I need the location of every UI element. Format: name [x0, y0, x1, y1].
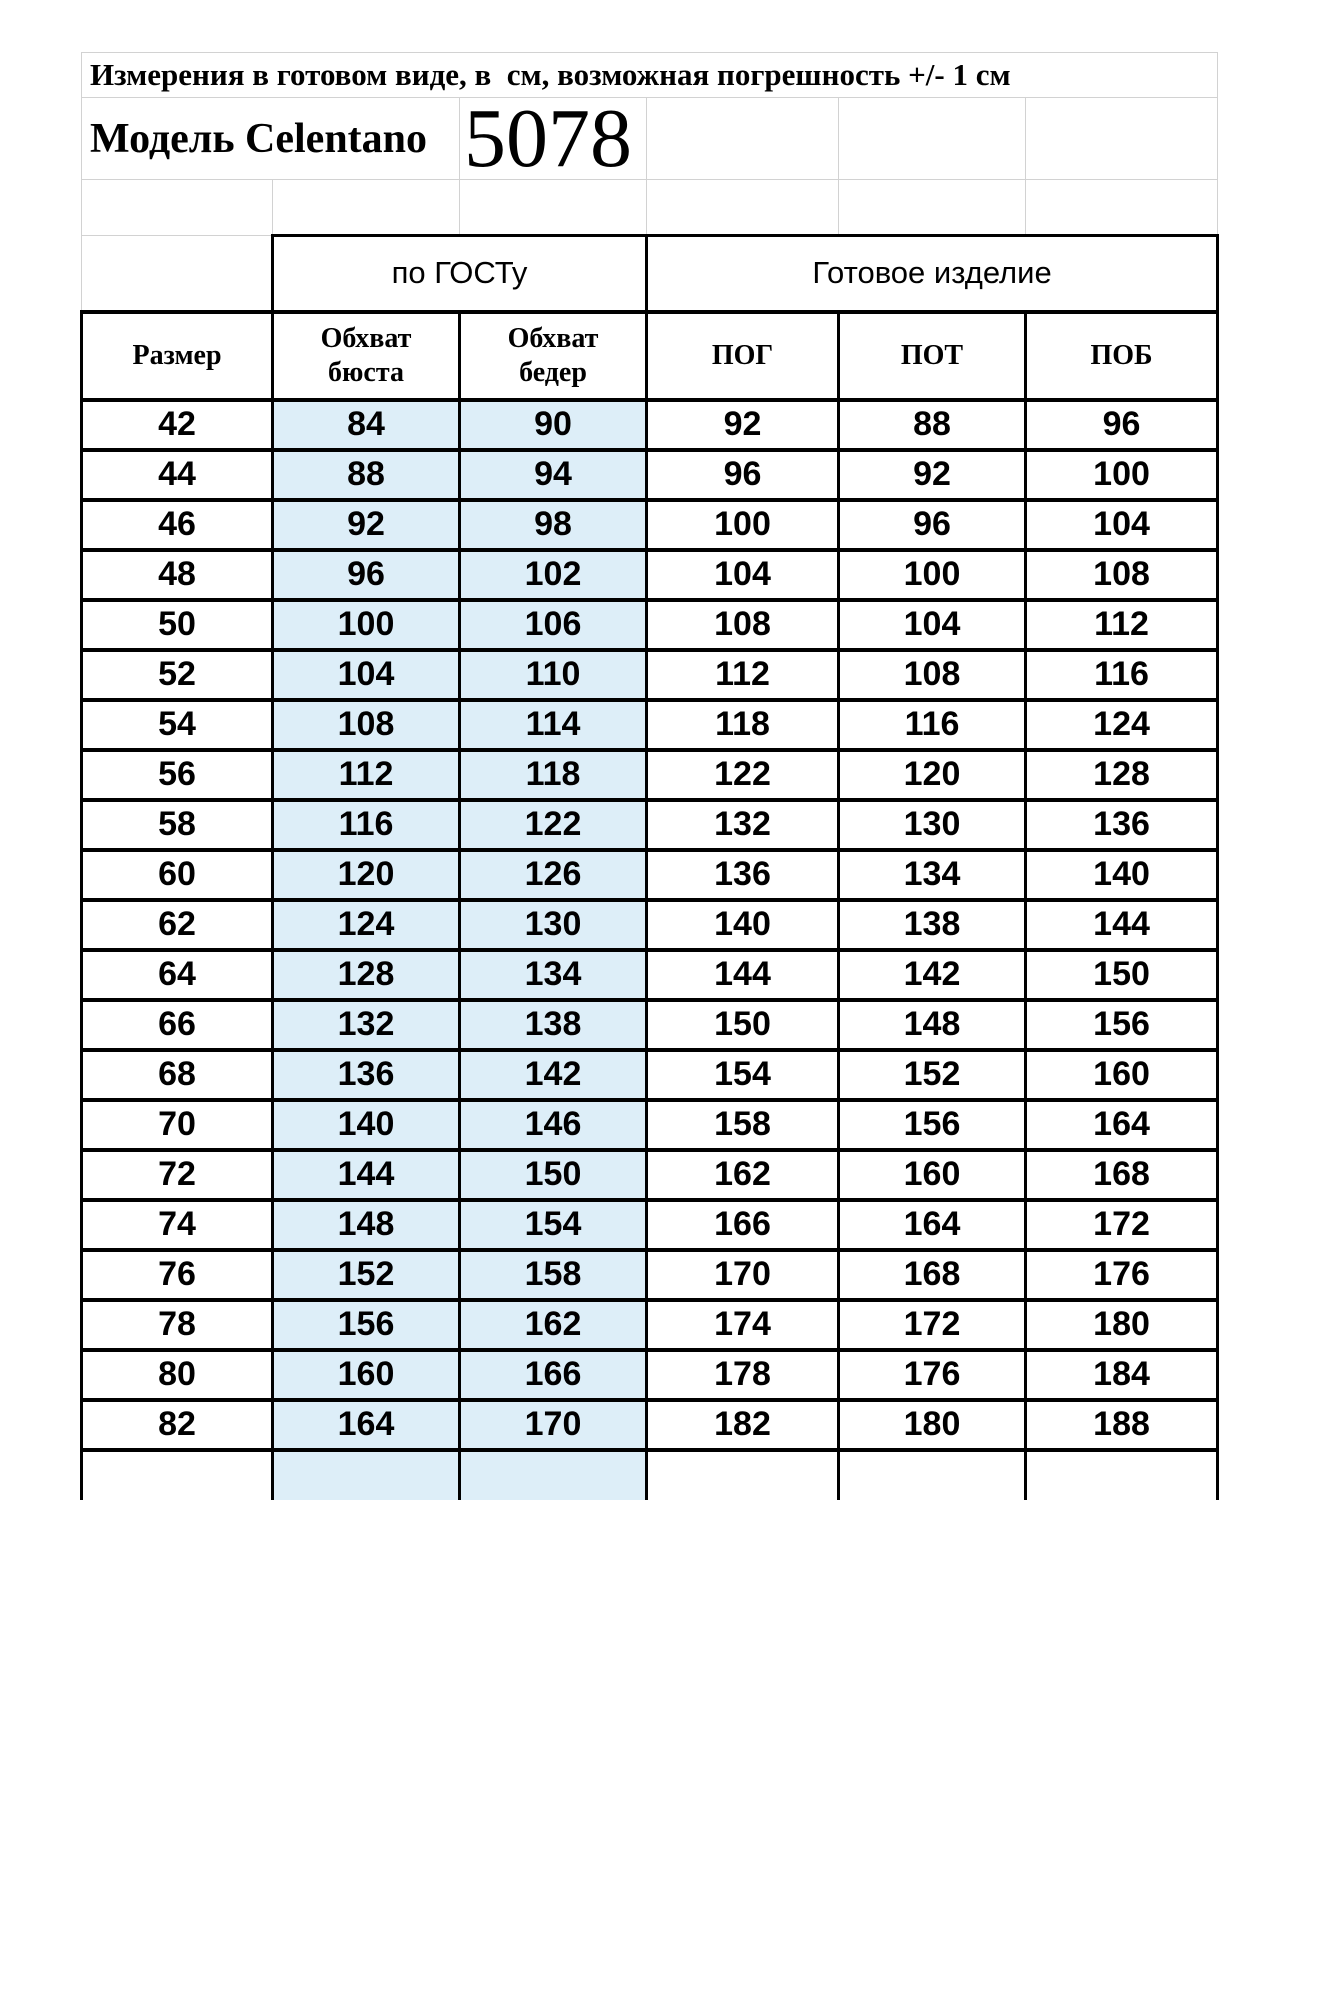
- size-cell: 76: [82, 1250, 273, 1300]
- value-cell: 132: [647, 800, 839, 850]
- value-cell: 118: [647, 700, 839, 750]
- empty-cell: [82, 236, 273, 312]
- table-row: [82, 1350, 1218, 1400]
- value-cell: 110: [460, 650, 647, 700]
- value-cell: 170: [460, 1400, 647, 1450]
- value-cell: 156: [273, 1300, 460, 1350]
- value-cell: 158: [460, 1250, 647, 1300]
- value-cell: 160: [273, 1350, 460, 1400]
- size-cell: 70: [82, 1100, 273, 1150]
- value-cell: 134: [839, 850, 1026, 900]
- table-row: [82, 600, 1218, 650]
- value-cell: 106: [460, 600, 647, 650]
- empty-cell: [839, 180, 1026, 236]
- value-cell: 140: [1026, 850, 1218, 900]
- size-cell: 50: [82, 600, 273, 650]
- value-cell: 96: [647, 450, 839, 500]
- table-row: [82, 1100, 1218, 1150]
- value-cell: 134: [460, 950, 647, 1000]
- value-cell: 126: [460, 850, 647, 900]
- value-cell: 118: [460, 750, 647, 800]
- value-cell: 154: [647, 1050, 839, 1100]
- size-cell: 72: [82, 1150, 273, 1200]
- size-cell: 48: [82, 550, 273, 600]
- value-cell: 136: [1026, 800, 1218, 850]
- value-cell: 172: [839, 1300, 1026, 1350]
- value-cell: 104: [647, 550, 839, 600]
- value-cell: 88: [839, 400, 1026, 450]
- table-row: [82, 1300, 1218, 1350]
- value-cell: 170: [647, 1250, 839, 1300]
- value-cell: 132: [273, 1000, 460, 1050]
- group-header-gost: по ГОСТу: [273, 236, 647, 312]
- value-cell: 94: [460, 450, 647, 500]
- size-cell: 42: [82, 400, 273, 450]
- title-row: [82, 53, 1218, 98]
- value-cell: 154: [460, 1200, 647, 1250]
- empty-cell: [460, 180, 647, 236]
- value-cell: 96: [1026, 400, 1218, 450]
- value-cell: 104: [1026, 500, 1218, 550]
- value-cell: 136: [273, 1050, 460, 1100]
- column-header-row: [82, 312, 1218, 400]
- value-cell: 168: [1026, 1150, 1218, 1200]
- value-cell: 102: [460, 550, 647, 600]
- value-cell: 150: [647, 1000, 839, 1050]
- value-cell: 104: [839, 600, 1026, 650]
- group-header-ready: Готовое изделие: [647, 236, 1218, 312]
- value-cell: 122: [647, 750, 839, 800]
- value-cell: 156: [839, 1100, 1026, 1150]
- value-cell: 184: [1026, 1350, 1218, 1400]
- empty-cell: [1026, 180, 1218, 236]
- spacer-row: [82, 180, 1218, 236]
- value-cell: 104: [273, 650, 460, 700]
- value-cell: 122: [460, 800, 647, 850]
- value-cell: 176: [839, 1350, 1026, 1400]
- empty-cell: [82, 180, 273, 236]
- value-cell: 162: [647, 1150, 839, 1200]
- value-cell: 92: [273, 500, 460, 550]
- value-cell: 140: [647, 900, 839, 950]
- value-cell: 108: [647, 600, 839, 650]
- value-cell: 100: [647, 500, 839, 550]
- value-cell: 148: [273, 1200, 460, 1250]
- column-header-bust: Обхват бюста: [273, 312, 460, 400]
- empty-cell: [273, 1450, 460, 1500]
- page-title: Измерения в готовом виде, в см, возможная погрешность +/- 1 см: [82, 53, 1218, 98]
- empty-cell: [82, 1450, 273, 1500]
- column-header-pog: ПОГ: [647, 312, 839, 400]
- value-cell: 144: [1026, 900, 1218, 950]
- table-row: [82, 800, 1218, 850]
- value-cell: 158: [647, 1100, 839, 1150]
- empty-cell: [647, 180, 839, 236]
- empty-cell: [647, 98, 839, 180]
- column-header-pot: ПОТ: [839, 312, 1026, 400]
- table-row: [82, 1250, 1218, 1300]
- value-cell: 146: [460, 1100, 647, 1150]
- table-row: [82, 400, 1218, 450]
- table-row: [82, 900, 1218, 950]
- value-cell: 112: [273, 750, 460, 800]
- value-cell: 148: [839, 1000, 1026, 1050]
- value-cell: 160: [1026, 1050, 1218, 1100]
- value-cell: 164: [839, 1200, 1026, 1250]
- size-cell: 80: [82, 1350, 273, 1400]
- value-cell: 180: [839, 1400, 1026, 1450]
- size-cell: 74: [82, 1200, 273, 1250]
- value-cell: 96: [839, 500, 1026, 550]
- value-cell: 166: [460, 1350, 647, 1400]
- value-cell: 120: [273, 850, 460, 900]
- value-cell: 108: [273, 700, 460, 750]
- table-row: [82, 1150, 1218, 1200]
- size-cell: 58: [82, 800, 273, 850]
- value-cell: 112: [647, 650, 839, 700]
- size-cell: 44: [82, 450, 273, 500]
- value-cell: 182: [647, 1400, 839, 1450]
- table-row: [82, 1050, 1218, 1100]
- partial-row: [82, 1450, 1218, 1500]
- size-cell: 46: [82, 500, 273, 550]
- model-row: [82, 98, 1218, 180]
- value-cell: 176: [1026, 1250, 1218, 1300]
- value-cell: 150: [460, 1150, 647, 1200]
- value-cell: 162: [460, 1300, 647, 1350]
- value-cell: 96: [273, 550, 460, 600]
- empty-cell: [1026, 1450, 1218, 1500]
- model-number: 5078: [460, 98, 647, 180]
- value-cell: 116: [839, 700, 1026, 750]
- table-row: [82, 500, 1218, 550]
- value-cell: 98: [460, 500, 647, 550]
- table-row: [82, 750, 1218, 800]
- value-cell: 138: [839, 900, 1026, 950]
- value-cell: 138: [460, 1000, 647, 1050]
- value-cell: 136: [647, 850, 839, 900]
- value-cell: 168: [839, 1250, 1026, 1300]
- value-cell: 124: [1026, 700, 1218, 750]
- empty-cell: [1026, 98, 1218, 180]
- size-cell: 62: [82, 900, 273, 950]
- value-cell: 164: [273, 1400, 460, 1450]
- value-cell: 178: [647, 1350, 839, 1400]
- value-cell: 156: [1026, 1000, 1218, 1050]
- value-cell: 116: [273, 800, 460, 850]
- empty-cell: [647, 1450, 839, 1500]
- model-label: Модель Celentano: [82, 98, 460, 180]
- value-cell: 84: [273, 400, 460, 450]
- size-chart-sheet: [80, 52, 1219, 1500]
- value-cell: 174: [647, 1300, 839, 1350]
- value-cell: 90: [460, 400, 647, 450]
- value-cell: 112: [1026, 600, 1218, 650]
- value-cell: 128: [1026, 750, 1218, 800]
- value-cell: 128: [273, 950, 460, 1000]
- column-header-pob: ПОБ: [1026, 312, 1218, 400]
- table-row: [82, 1400, 1218, 1450]
- value-cell: 188: [1026, 1400, 1218, 1450]
- table-row: [82, 550, 1218, 600]
- empty-cell: [460, 1450, 647, 1500]
- size-cell: 60: [82, 850, 273, 900]
- value-cell: 100: [1026, 450, 1218, 500]
- table-row: [82, 1000, 1218, 1050]
- table-row: [82, 650, 1218, 700]
- size-cell: 66: [82, 1000, 273, 1050]
- value-cell: 152: [839, 1050, 1026, 1100]
- value-cell: 120: [839, 750, 1026, 800]
- column-header-size: Размер: [82, 312, 273, 400]
- value-cell: 108: [1026, 550, 1218, 600]
- table-row: [82, 850, 1218, 900]
- size-chart-table: [80, 52, 1219, 1500]
- value-cell: 108: [839, 650, 1026, 700]
- value-cell: 180: [1026, 1300, 1218, 1350]
- size-cell: 52: [82, 650, 273, 700]
- value-cell: 114: [460, 700, 647, 750]
- value-cell: 140: [273, 1100, 460, 1150]
- value-cell: 164: [1026, 1100, 1218, 1150]
- empty-cell: [839, 98, 1026, 180]
- value-cell: 92: [839, 450, 1026, 500]
- value-cell: 142: [839, 950, 1026, 1000]
- value-cell: 166: [647, 1200, 839, 1250]
- value-cell: 92: [647, 400, 839, 450]
- value-cell: 160: [839, 1150, 1026, 1200]
- value-cell: 100: [839, 550, 1026, 600]
- value-cell: 100: [273, 600, 460, 650]
- value-cell: 88: [273, 450, 460, 500]
- column-header-hips: Обхват бедер: [460, 312, 647, 400]
- size-cell: 64: [82, 950, 273, 1000]
- size-cell: 82: [82, 1400, 273, 1450]
- table-row: [82, 950, 1218, 1000]
- table-row: [82, 1200, 1218, 1250]
- value-cell: 116: [1026, 650, 1218, 700]
- value-cell: 152: [273, 1250, 460, 1300]
- value-cell: 124: [273, 900, 460, 950]
- value-cell: 142: [460, 1050, 647, 1100]
- value-cell: 130: [460, 900, 647, 950]
- value-cell: 144: [647, 950, 839, 1000]
- value-cell: 150: [1026, 950, 1218, 1000]
- value-cell: 130: [839, 800, 1026, 850]
- empty-cell: [839, 1450, 1026, 1500]
- size-cell: 54: [82, 700, 273, 750]
- value-cell: 172: [1026, 1200, 1218, 1250]
- group-header-row: [82, 236, 1218, 312]
- size-cell: 56: [82, 750, 273, 800]
- table-row: [82, 450, 1218, 500]
- table-row: [82, 700, 1218, 750]
- size-cell: 78: [82, 1300, 273, 1350]
- value-cell: 144: [273, 1150, 460, 1200]
- empty-cell: [273, 180, 460, 236]
- size-cell: 68: [82, 1050, 273, 1100]
